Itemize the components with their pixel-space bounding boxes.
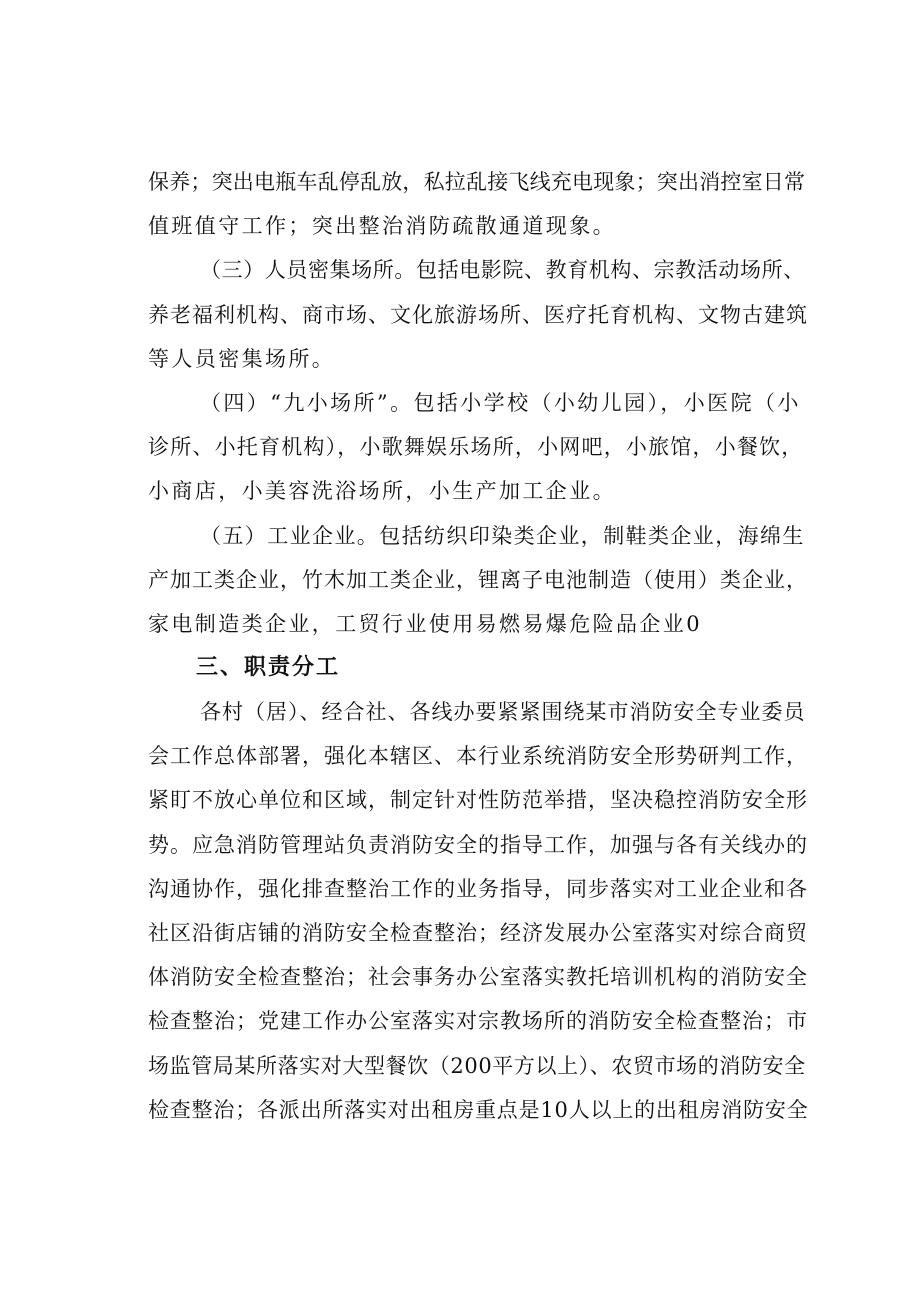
document-body [148, 160, 808, 1132]
paragraph-nine-small-places [148, 381, 808, 514]
text-line: 家电制造类企业，工贸行业使用易燃易爆危险品企业0 [148, 611, 702, 636]
text-line: 体消防安全检查整治；社会事务办公室落实教托培训机构的消防安全 [148, 965, 808, 990]
text-line: 等人员密集场所。 [148, 346, 336, 371]
text-line: 小商店，小美容洗浴场所，小生产加工企业。 [148, 479, 616, 504]
text-line: 检查整治；各派出所落实对出租房重点是10人以上的出租房消防安全 [148, 1097, 809, 1122]
text-line: 社区沿街店铺的消防安全检查整治；经济发展办公室落实对综合商贸 [148, 921, 808, 945]
text-line: 诊所、小托育机构），小歌舞娱乐场所，小网吧，小旅馆，小餐饮， [148, 435, 804, 460]
text-line: 值班值守工作；突出整治消防疏散通道现象。 [148, 214, 616, 239]
paragraph-industrial-enterprises [148, 514, 808, 647]
text-line: 养老福利机构、商市场、文化旅游场所、医疗托育机构、文物古建筑 [148, 302, 808, 327]
text-line: 场监管局某所落实对大型餐饮（200平方以上）、农贸市场的消防安全 [148, 1053, 806, 1078]
text-line: （四）“九小场所”。包括小学校（小幼儿园），小医院（小 [200, 390, 801, 415]
paragraph-continuation [148, 160, 808, 248]
text-line: （五）工业企业。包括纺织印染类企业，制鞋类企业，海绵生 [200, 523, 805, 548]
section-heading: 三、职责分工 [196, 655, 341, 681]
text-line: 会工作总体部署，强化本辖区、本行业系统消防安全形势研判工作， [148, 744, 808, 769]
paragraph-crowded-places [148, 248, 808, 381]
text-line: 沟通协作，强化排查整治工作的业务指导，同步落实对工业企业和各 [148, 876, 808, 901]
text-line: 检查整治；党建工作办公室落实对宗教场所的消防安全检查整治；市 [148, 1009, 808, 1034]
text-line: 保养；突出电瓶车乱停乱放，私拉乱接飞线充电现象；突出消控室日常 [148, 170, 806, 194]
text-line: 各村（居）、经合社、各线办要紧紧围绕某市消防安全专业委员 [200, 700, 806, 725]
text-line: 产加工类企业，竹木加工类企业，锂离子电池制造（使用）类企业， [148, 567, 808, 592]
text-line: 紧盯不放心单位和区域，制定针对性防范举措，坚决稳控消防安全形 [148, 788, 808, 813]
paragraph-responsibilities [148, 690, 808, 1132]
text-line: （三）人员密集场所。包括电影院、教育机构、宗教活动场所、 [200, 258, 805, 283]
text-line: 势。应急消防管理站负责消防安全的指导工作，加强与各有关线办的 [148, 832, 808, 857]
